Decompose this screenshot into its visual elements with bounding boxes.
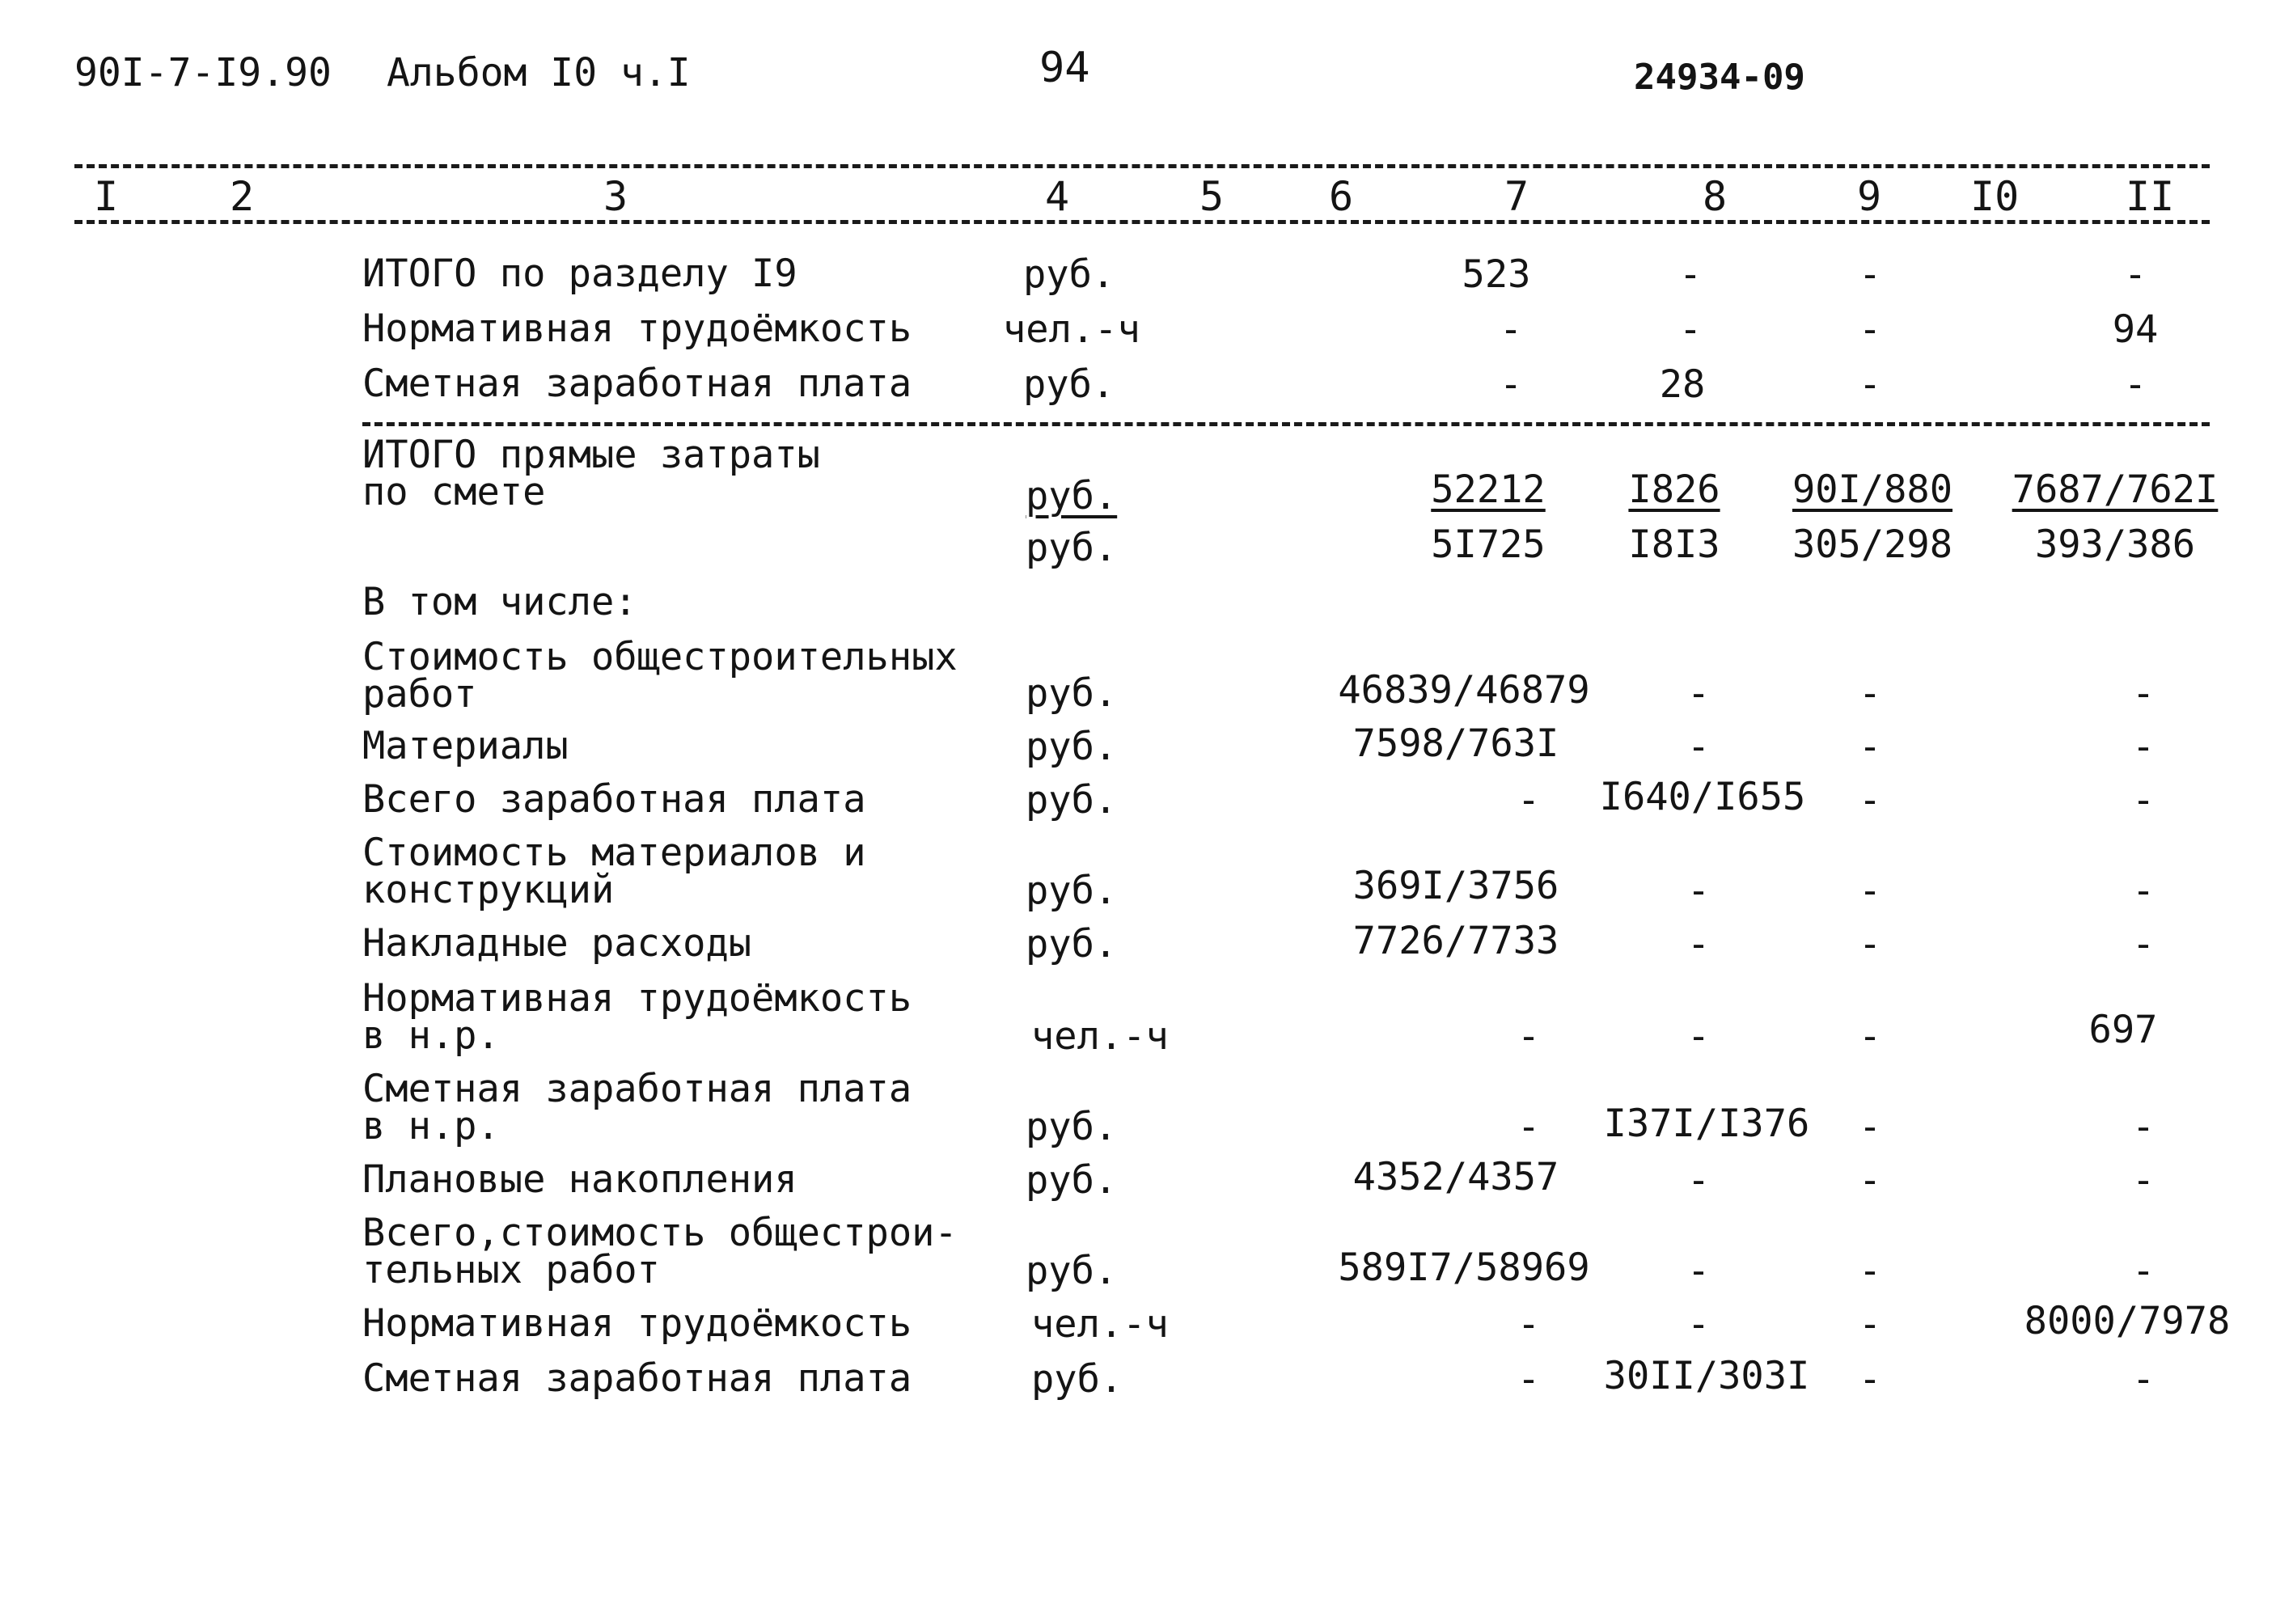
cell-col8: I37I/I376	[1603, 1102, 1810, 1146]
cell-col11: 393/386	[2034, 522, 2196, 567]
cell-col7: 7726/7733	[1352, 919, 1559, 963]
header-top-divider	[74, 164, 2210, 168]
cell-col11: 94	[2112, 307, 2159, 352]
row-unit: чел.-ч	[1031, 1014, 1169, 1059]
row-label: Нормативная трудоёмкость	[362, 1301, 912, 1346]
cell-col8: -	[1686, 1158, 1711, 1203]
cell-col11: -	[2123, 362, 2147, 407]
row-unit: руб.	[1026, 869, 1118, 913]
cell-col7: 7598/763I	[1352, 721, 1559, 766]
cell-col11: -	[2131, 1158, 2156, 1203]
row-unit: руб.	[1026, 1158, 1118, 1203]
row-unit: руб.	[1026, 725, 1118, 769]
cell-col8: I826	[1628, 467, 1720, 512]
row-label: Нормативная трудоёмкость в н.р.	[362, 976, 912, 1058]
column-number: I	[94, 173, 119, 220]
album-label: Альбом I0 ч.I	[387, 50, 691, 95]
row-label: Всего заработная плата	[362, 777, 866, 822]
cell-col7: -	[1517, 1302, 1541, 1347]
column-number: 7	[1504, 173, 1529, 220]
cell-col9: -	[1858, 671, 1882, 716]
column-number: 2	[230, 173, 255, 220]
cell-col8: -	[1686, 1302, 1711, 1347]
row-unit: руб.	[1023, 362, 1115, 407]
cell-col7: 52212	[1431, 467, 1546, 512]
cell-col7: 523	[1462, 252, 1531, 297]
cell-col11: -	[2131, 1249, 2156, 1293]
row-unit: чел.-ч	[1003, 307, 1140, 352]
row-label: Сметная заработная плата	[362, 362, 912, 406]
row-unit: руб.	[1026, 1249, 1118, 1293]
cell-col8: I640/I655	[1599, 775, 1806, 819]
cell-col8: -	[1686, 671, 1711, 716]
cell-col7: -	[1517, 778, 1541, 823]
cell-col8: -	[1686, 869, 1711, 913]
column-number: 5	[1199, 173, 1225, 220]
cell-col11: -	[2131, 922, 2156, 966]
cell-col7: -	[1499, 362, 1523, 407]
cell-col9: -	[1858, 1302, 1882, 1347]
cell-col9: -	[1858, 1357, 1882, 1402]
cell-col9: -	[1858, 307, 1882, 352]
row-label: Нормативная трудоёмкость	[362, 307, 912, 351]
row-label: Накладные расходы	[362, 921, 752, 966]
cell-col8: -	[1678, 252, 1703, 297]
row-label: Плановые накопления	[362, 1157, 797, 1202]
cell-col7: -	[1517, 1105, 1541, 1149]
cell-col11: -	[2131, 671, 2156, 716]
row-label: ИТОГО прямые затраты по смете	[362, 433, 820, 514]
cell-col9: -	[1858, 1014, 1882, 1059]
cell-col8: 28	[1659, 362, 1706, 407]
row-unit: чел.-ч	[1031, 1302, 1169, 1347]
row-unit: руб.	[1026, 671, 1118, 716]
column-number: 6	[1329, 173, 1354, 220]
cell-col7: -	[1517, 1014, 1541, 1059]
cell-col7: 369I/3756	[1352, 864, 1559, 908]
cell-col7: 46839/46879	[1338, 668, 1590, 713]
row-label: Стоимость общестроительных работ	[362, 635, 958, 717]
column-number: II	[2126, 173, 2175, 220]
cell-col11: -	[2131, 778, 2156, 823]
cell-col9: -	[1858, 922, 1882, 966]
cell-col8: 30II/303I	[1603, 1354, 1810, 1398]
row-label: Всего,стоимость общестрои- тельных работ	[362, 1211, 958, 1292]
cell-col11: -	[2123, 252, 2147, 297]
column-number: 3	[603, 173, 628, 220]
cell-col8: -	[1678, 307, 1703, 352]
row-label: Стоимость материалов и конструкций	[362, 831, 866, 912]
cell-col9: -	[1858, 1158, 1882, 1203]
cell-col9: -	[1858, 252, 1882, 297]
row-unit: руб.	[1026, 474, 1118, 518]
cell-col7: 4352/4357	[1352, 1155, 1559, 1199]
section-divider	[362, 422, 2210, 426]
cell-col11: 697	[2088, 1008, 2158, 1052]
column-number: 4	[1045, 173, 1070, 220]
column-number: 9	[1857, 173, 1882, 220]
row-unit: руб.	[1031, 1357, 1123, 1402]
cell-col8: -	[1686, 1249, 1711, 1293]
row-label: ИТОГО по разделу I9	[362, 252, 797, 296]
cell-col8: -	[1686, 1014, 1711, 1059]
row-label: Материалы	[362, 724, 569, 768]
row-unit: руб.	[1026, 922, 1118, 966]
archive-stamp-number: 24934-09	[1634, 57, 1805, 98]
column-number: I0	[1970, 173, 2020, 220]
cell-col8: I8I3	[1628, 522, 1720, 567]
cell-col7: -	[1499, 307, 1523, 352]
cell-col8: -	[1686, 725, 1711, 769]
cell-col9: 90I/880	[1792, 467, 1953, 512]
cell-col9: -	[1858, 1249, 1882, 1293]
page-number: 94	[1039, 44, 1090, 92]
cell-col9: -	[1858, 1105, 1882, 1149]
header-bottom-divider	[74, 220, 2210, 224]
cell-col7: 589I7/58969	[1338, 1245, 1590, 1290]
cell-col9: -	[1858, 869, 1882, 913]
row-unit: руб.	[1026, 778, 1118, 823]
row-unit: руб.	[1026, 1105, 1118, 1149]
cell-col9: -	[1858, 362, 1882, 407]
cell-col8: -	[1686, 922, 1711, 966]
row-label: Сметная заработная плата	[362, 1356, 912, 1401]
section-subheading: В том числе:	[362, 580, 637, 624]
column-number: 8	[1703, 173, 1728, 220]
cell-col9: 305/298	[1792, 522, 1953, 567]
row-label: Сметная заработная плата в н.р.	[362, 1067, 912, 1148]
cell-col11: 8000/7978	[2024, 1299, 2231, 1343]
document-code: 90I-7-I9.90	[74, 50, 332, 95]
cell-col7: -	[1517, 1357, 1541, 1402]
cell-col9: -	[1858, 725, 1882, 769]
cell-col9: -	[1858, 778, 1882, 823]
cell-col11: -	[2131, 869, 2156, 913]
cell-col11: -	[2131, 1357, 2156, 1402]
row-unit: руб.	[1023, 252, 1115, 297]
cell-col11: -	[2131, 1105, 2156, 1149]
cell-col11: -	[2131, 725, 2156, 769]
cell-col11: 7687/762I	[2012, 467, 2219, 512]
cell-col7: 5I725	[1431, 522, 1546, 567]
row-unit: руб.	[1026, 526, 1118, 570]
